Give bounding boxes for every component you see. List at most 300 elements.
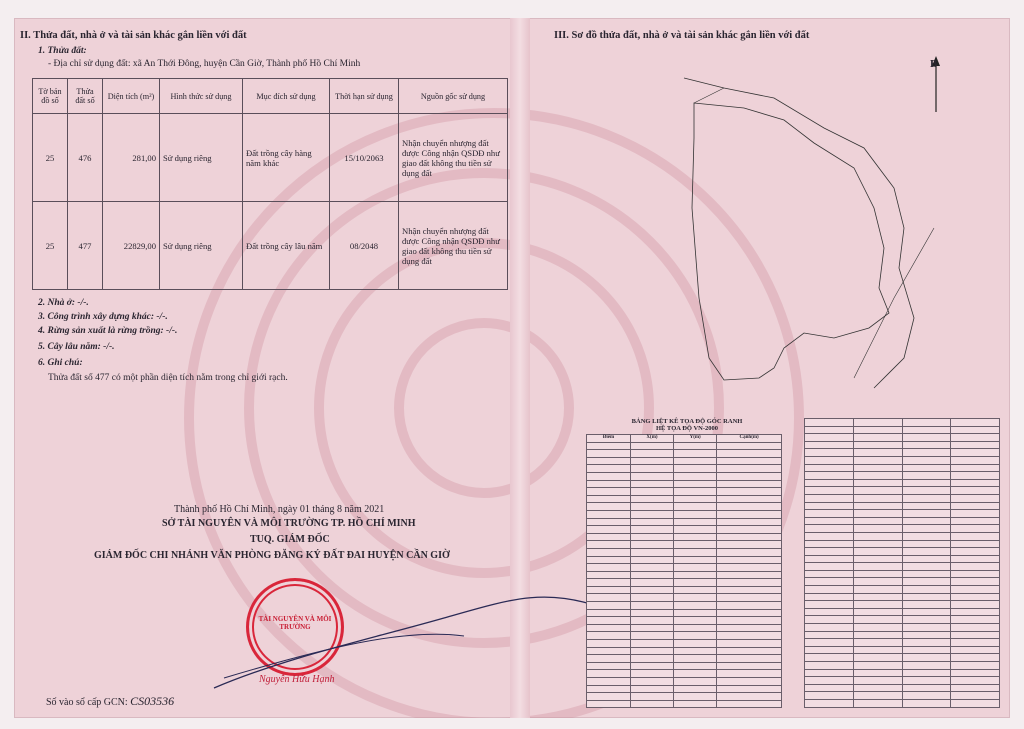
coord-cell bbox=[674, 518, 717, 526]
coord-cell bbox=[853, 548, 902, 556]
coord-cell bbox=[902, 434, 951, 442]
coord-cell bbox=[717, 488, 782, 496]
cell-area: 22829,00 bbox=[103, 202, 160, 290]
coord-title-text: BẢNG LIỆT KÊ TỌA ĐỘ GÓC RANH bbox=[631, 418, 743, 425]
cell-map-sheet: 25 bbox=[33, 114, 68, 202]
coord-cell bbox=[717, 503, 782, 511]
coord-cell bbox=[805, 570, 854, 578]
coord-cell bbox=[630, 647, 673, 655]
col-map-sheet: Tờ bản đồ số bbox=[33, 79, 68, 114]
coord-cell bbox=[674, 609, 717, 617]
coord-cell bbox=[587, 541, 631, 549]
coord-cell bbox=[630, 609, 673, 617]
parcel-map bbox=[664, 58, 954, 408]
coord-cell bbox=[805, 555, 854, 563]
coord-cell bbox=[674, 594, 717, 602]
table-row bbox=[33, 202, 508, 290]
perennial-line: 5. Cây lâu năm: -/-. bbox=[38, 342, 115, 352]
cell-area: 281,00 bbox=[103, 114, 160, 202]
section-ii-title: II. Thửa đất, nhà ở và tài sản khác gắn liền với đất bbox=[20, 30, 247, 41]
coord-row bbox=[587, 617, 782, 625]
coord-cell bbox=[805, 548, 854, 556]
coord-cell bbox=[853, 464, 902, 472]
construction-line: 3. Công trình xây dựng khác: -/-. bbox=[38, 312, 168, 322]
issue-date: Thành phố Hồ Chí Minh, ngày 01 tháng 8 năm 2021 bbox=[174, 504, 385, 515]
coord-cell bbox=[951, 684, 1000, 692]
coord-cell bbox=[587, 617, 631, 625]
coord-cell bbox=[717, 602, 782, 610]
coord-cell bbox=[902, 517, 951, 525]
coord-cell bbox=[805, 578, 854, 586]
coord-cell bbox=[674, 647, 717, 655]
coord-cell bbox=[717, 647, 782, 655]
coord-cell bbox=[630, 662, 673, 670]
coord-cell bbox=[630, 518, 673, 526]
coord-cell bbox=[587, 624, 631, 632]
coord-cell bbox=[853, 601, 902, 609]
coord-row bbox=[587, 579, 782, 587]
coord-cell bbox=[674, 624, 717, 632]
coord-row bbox=[587, 450, 782, 458]
coord-cell bbox=[853, 434, 902, 442]
coord-cell bbox=[587, 480, 631, 488]
coord-cell bbox=[717, 457, 782, 465]
gcn-line bbox=[46, 694, 174, 709]
coord-cell bbox=[853, 624, 902, 632]
coord-cell bbox=[853, 646, 902, 654]
coord-cell bbox=[902, 419, 951, 427]
coord-cell bbox=[674, 655, 717, 663]
coord-row bbox=[805, 677, 1000, 685]
coord-cell bbox=[853, 494, 902, 502]
coord-cell bbox=[951, 593, 1000, 601]
coord-cell bbox=[951, 426, 1000, 434]
coord-cell bbox=[951, 631, 1000, 639]
coord-cell bbox=[951, 540, 1000, 548]
coord-cell bbox=[805, 692, 854, 700]
coord-cell bbox=[951, 517, 1000, 525]
house-line: 2. Nhà ở: -/-. bbox=[38, 298, 89, 308]
coord-cell bbox=[674, 503, 717, 511]
note-text: Thửa đất số 477 có một phần diện tích nằm trong chỉ giới rạch. bbox=[48, 373, 288, 383]
coord-cell bbox=[951, 608, 1000, 616]
cell-origin: Nhận chuyển nhượng đất được Công nhận QSDĐ như giao đất không thu tiền sử dụng đất bbox=[399, 114, 508, 202]
address-value: xã An Thới Đông, huyện Cần Giờ, Thành phố Hồ Chí Minh bbox=[132, 59, 361, 69]
coord-cell bbox=[630, 700, 673, 708]
coord-cell bbox=[717, 510, 782, 518]
cell-usage-form: Sử dụng riêng bbox=[160, 202, 243, 290]
coord-row bbox=[587, 541, 782, 549]
coord-cell bbox=[853, 487, 902, 495]
coord-cell bbox=[951, 692, 1000, 700]
cell-parcel-no: 476 bbox=[68, 114, 103, 202]
coord-cell bbox=[587, 472, 631, 480]
coord-row bbox=[587, 647, 782, 655]
coord-cell bbox=[902, 464, 951, 472]
coord-cell bbox=[717, 548, 782, 556]
coord-cell bbox=[630, 510, 673, 518]
coord-cell bbox=[853, 662, 902, 670]
coord-cell bbox=[717, 632, 782, 640]
coord-cell bbox=[902, 472, 951, 480]
coord-cell bbox=[902, 510, 951, 518]
coord-row bbox=[805, 472, 1000, 480]
coord-row bbox=[805, 563, 1000, 571]
coord-row bbox=[587, 700, 782, 708]
coord-row bbox=[805, 434, 1000, 442]
coord-cell bbox=[674, 510, 717, 518]
coord-cell bbox=[630, 564, 673, 572]
coord-cell bbox=[853, 426, 902, 434]
coord-row bbox=[587, 685, 782, 693]
coord-row bbox=[587, 480, 782, 488]
parcel-table bbox=[32, 78, 508, 290]
coord-col-x: X(m) bbox=[630, 435, 673, 443]
coord-cell bbox=[674, 571, 717, 579]
coord-cell bbox=[805, 479, 854, 487]
coord-row bbox=[805, 548, 1000, 556]
coord-cell bbox=[853, 441, 902, 449]
coord-cell bbox=[951, 624, 1000, 632]
coord-cell bbox=[902, 525, 951, 533]
coord-cell bbox=[587, 510, 631, 518]
coord-cell bbox=[951, 456, 1000, 464]
coord-cell bbox=[674, 693, 717, 701]
coord-row bbox=[805, 464, 1000, 472]
coord-cell bbox=[630, 442, 673, 450]
coord-cell bbox=[674, 662, 717, 670]
coord-cell bbox=[853, 631, 902, 639]
coord-cell bbox=[902, 624, 951, 632]
coord-cell bbox=[674, 480, 717, 488]
coord-cell bbox=[902, 631, 951, 639]
coord-cell bbox=[902, 654, 951, 662]
coord-cell bbox=[717, 579, 782, 587]
coord-cell bbox=[587, 518, 631, 526]
coord-cell bbox=[630, 571, 673, 579]
address-label: - Địa chỉ sử dụng đất: bbox=[48, 59, 131, 69]
coord-cell bbox=[951, 502, 1000, 510]
coord-row bbox=[587, 510, 782, 518]
coord-cell bbox=[853, 586, 902, 594]
coord-cell bbox=[674, 602, 717, 610]
coord-cell bbox=[951, 563, 1000, 571]
coord-cell bbox=[717, 655, 782, 663]
coord-subtitle: HỆ TỌA ĐỘ VN-2000 bbox=[655, 425, 719, 432]
coord-cell bbox=[853, 669, 902, 677]
coord-row bbox=[587, 640, 782, 648]
coord-cell bbox=[717, 526, 782, 534]
coord-cell bbox=[951, 479, 1000, 487]
coord-cell bbox=[902, 646, 951, 654]
coord-cell bbox=[951, 510, 1000, 518]
coord-row bbox=[805, 608, 1000, 616]
coord-row bbox=[805, 494, 1000, 502]
coord-cell bbox=[674, 640, 717, 648]
coord-cell bbox=[805, 699, 854, 707]
coord-cell bbox=[853, 677, 902, 685]
coord-cell bbox=[853, 654, 902, 662]
coord-row bbox=[805, 601, 1000, 609]
coord-cell bbox=[951, 525, 1000, 533]
note-title: 6. Ghi chú: bbox=[38, 358, 83, 368]
coord-cell bbox=[587, 693, 631, 701]
coord-cell bbox=[674, 442, 717, 450]
coord-cell bbox=[853, 692, 902, 700]
gcn-number: CS03536 bbox=[130, 694, 175, 708]
signature-stroke bbox=[204, 578, 624, 698]
coord-row bbox=[587, 548, 782, 556]
coord-cell bbox=[674, 465, 717, 473]
coord-cell bbox=[805, 464, 854, 472]
coord-cell bbox=[951, 555, 1000, 563]
coord-cell bbox=[717, 442, 782, 450]
coord-row bbox=[805, 662, 1000, 670]
coord-cell bbox=[674, 700, 717, 708]
coord-cell bbox=[902, 449, 951, 457]
coord-cell bbox=[587, 548, 631, 556]
coord-cell bbox=[805, 662, 854, 670]
coord-row bbox=[587, 488, 782, 496]
signer-name: Nguyễn Hữu Hạnh bbox=[259, 674, 335, 685]
coord-row bbox=[805, 586, 1000, 594]
coord-cell bbox=[674, 632, 717, 640]
coord-row bbox=[805, 419, 1000, 427]
coord-cell bbox=[853, 517, 902, 525]
coord-cell bbox=[853, 684, 902, 692]
coord-cell bbox=[805, 586, 854, 594]
coord-row bbox=[805, 426, 1000, 434]
coord-row bbox=[587, 472, 782, 480]
coord-cell bbox=[587, 495, 631, 503]
coord-cell bbox=[805, 540, 854, 548]
coord-cell bbox=[805, 563, 854, 571]
coord-cell bbox=[630, 526, 673, 534]
issuer-org: SỞ TÀI NGUYÊN VÀ MÔI TRƯỜNG TP. HỒ CHÍ MINH bbox=[162, 518, 416, 529]
coord-cell bbox=[587, 571, 631, 579]
cell-purpose: Đất trồng cây lâu năm bbox=[243, 202, 330, 290]
coord-row bbox=[587, 602, 782, 610]
coord-cell bbox=[717, 518, 782, 526]
coord-cell bbox=[951, 616, 1000, 624]
coord-cell bbox=[902, 578, 951, 586]
coord-row bbox=[587, 564, 782, 572]
coord-col-y: Y(m) bbox=[674, 435, 717, 443]
coord-cell bbox=[951, 586, 1000, 594]
coord-cell bbox=[902, 563, 951, 571]
coord-cell bbox=[630, 632, 673, 640]
coord-cell bbox=[587, 632, 631, 640]
coord-cell bbox=[902, 502, 951, 510]
coord-cell bbox=[805, 593, 854, 601]
coord-cell bbox=[951, 601, 1000, 609]
coord-cell bbox=[951, 532, 1000, 540]
coord-cell bbox=[853, 479, 902, 487]
coord-cell bbox=[587, 442, 631, 450]
coord-cell bbox=[717, 617, 782, 625]
coord-cell bbox=[630, 465, 673, 473]
coord-cell bbox=[805, 434, 854, 442]
coord-cell bbox=[674, 586, 717, 594]
coord-cell bbox=[805, 487, 854, 495]
coord-cell bbox=[853, 555, 902, 563]
coord-row bbox=[587, 693, 782, 701]
coord-cell bbox=[805, 510, 854, 518]
coord-cell bbox=[853, 540, 902, 548]
coord-cell bbox=[853, 456, 902, 464]
coord-cell bbox=[717, 450, 782, 458]
coord-cell bbox=[717, 670, 782, 678]
coord-cell bbox=[630, 655, 673, 663]
coord-cell bbox=[630, 450, 673, 458]
coord-row bbox=[587, 586, 782, 594]
coord-cell bbox=[853, 502, 902, 510]
coord-cell bbox=[630, 586, 673, 594]
coord-row bbox=[587, 442, 782, 450]
coord-cell bbox=[951, 449, 1000, 457]
coord-cell bbox=[587, 488, 631, 496]
coord-col-edge: Cạnh(m) bbox=[717, 435, 782, 443]
coord-cell bbox=[805, 639, 854, 647]
coord-cell bbox=[674, 685, 717, 693]
coord-row bbox=[805, 570, 1000, 578]
coord-cell bbox=[630, 670, 673, 678]
coord-cell bbox=[902, 669, 951, 677]
coord-cell bbox=[853, 608, 902, 616]
coord-cell bbox=[587, 670, 631, 678]
coord-cell bbox=[902, 456, 951, 464]
section-iii-title: III. Sơ đồ thửa đất, nhà ở và tài sản khác gắn liền với đất bbox=[554, 30, 810, 41]
coord-row bbox=[587, 632, 782, 640]
coord-cell bbox=[853, 525, 902, 533]
seal-text: TÀI NGUYÊN VÀ MÔI TRƯỜNG bbox=[258, 615, 332, 631]
coord-cell bbox=[587, 602, 631, 610]
coord-cell bbox=[805, 419, 854, 427]
coord-cell bbox=[853, 699, 902, 707]
coord-row bbox=[805, 669, 1000, 677]
coord-cell bbox=[587, 579, 631, 587]
coord-row bbox=[805, 624, 1000, 632]
coord-cell bbox=[853, 593, 902, 601]
cell-map-sheet: 25 bbox=[33, 202, 68, 290]
coord-cell bbox=[674, 488, 717, 496]
issuer-title: GIÁM ĐỐC CHI NHÁNH VĂN PHÒNG ĐĂNG KÝ ĐẤT ĐAI HUYỆN CẦN GIỜ bbox=[94, 550, 450, 561]
coord-row bbox=[805, 525, 1000, 533]
coord-cell bbox=[674, 556, 717, 564]
coord-cell bbox=[853, 419, 902, 427]
coord-cell bbox=[805, 532, 854, 540]
coord-cell bbox=[717, 624, 782, 632]
coord-cell bbox=[674, 533, 717, 541]
coord-cell bbox=[587, 450, 631, 458]
address-line bbox=[48, 59, 360, 69]
coord-cell bbox=[630, 693, 673, 701]
coord-cell bbox=[902, 532, 951, 540]
coord-cell bbox=[674, 472, 717, 480]
coord-col-point: Điểm bbox=[587, 435, 631, 443]
coord-cell bbox=[674, 579, 717, 587]
coord-cell bbox=[951, 646, 1000, 654]
coord-cell bbox=[853, 532, 902, 540]
coord-cell bbox=[630, 640, 673, 648]
coord-cell bbox=[951, 570, 1000, 578]
coord-cell bbox=[902, 699, 951, 707]
coord-cell bbox=[902, 586, 951, 594]
coord-cell bbox=[951, 639, 1000, 647]
coord-cell bbox=[805, 601, 854, 609]
coord-cell bbox=[630, 556, 673, 564]
col-parcel-no: Thửa đất số bbox=[68, 79, 103, 114]
coord-row bbox=[805, 502, 1000, 510]
coord-cell bbox=[805, 494, 854, 502]
coord-row bbox=[805, 616, 1000, 624]
coord-cell bbox=[630, 480, 673, 488]
col-area: Diện tích (m²) bbox=[103, 79, 160, 114]
coord-cell bbox=[805, 616, 854, 624]
coord-cell bbox=[587, 564, 631, 572]
coord-cell bbox=[674, 457, 717, 465]
cell-term: 08/2048 bbox=[330, 202, 399, 290]
coord-cell bbox=[853, 510, 902, 518]
coord-cell bbox=[587, 662, 631, 670]
coord-row bbox=[587, 457, 782, 465]
coord-cell bbox=[587, 526, 631, 534]
coord-cell bbox=[674, 541, 717, 549]
cell-parcel-no: 477 bbox=[68, 202, 103, 290]
cell-term: 15/10/2063 bbox=[330, 114, 399, 202]
coord-cell bbox=[805, 449, 854, 457]
coord-cell bbox=[902, 494, 951, 502]
coord-cell bbox=[630, 457, 673, 465]
parcel-table-header bbox=[33, 79, 508, 114]
coord-cell bbox=[902, 426, 951, 434]
col-term: Thời hạn sử dụng bbox=[330, 79, 399, 114]
coord-row bbox=[805, 654, 1000, 662]
coord-cell bbox=[674, 678, 717, 686]
coord-row bbox=[805, 456, 1000, 464]
coord-cell bbox=[805, 631, 854, 639]
coord-table-title bbox=[592, 418, 782, 432]
coord-row bbox=[805, 510, 1000, 518]
certificate-sheet bbox=[14, 18, 1010, 718]
coord-cell bbox=[630, 488, 673, 496]
coord-cell bbox=[587, 503, 631, 511]
coord-cell bbox=[902, 479, 951, 487]
coord-row bbox=[805, 441, 1000, 449]
coord-cell bbox=[587, 655, 631, 663]
coord-cell bbox=[717, 472, 782, 480]
coord-row bbox=[805, 487, 1000, 495]
coord-row bbox=[587, 662, 782, 670]
coord-cell bbox=[717, 564, 782, 572]
cell-usage-form: Sử dụng riêng bbox=[160, 114, 243, 202]
coord-cell bbox=[902, 677, 951, 685]
coord-cell bbox=[717, 533, 782, 541]
coord-cell bbox=[902, 662, 951, 670]
coord-cell bbox=[674, 670, 717, 678]
coord-cell bbox=[951, 662, 1000, 670]
coord-cell bbox=[587, 640, 631, 648]
coord-cell bbox=[674, 495, 717, 503]
coord-cell bbox=[902, 692, 951, 700]
coord-row bbox=[805, 517, 1000, 525]
cell-origin: Nhận chuyển nhượng đất được Công nhận QSDĐ như giao đất không thu tiền sử dụng đất bbox=[399, 202, 508, 290]
coord-cell bbox=[951, 434, 1000, 442]
coord-row bbox=[805, 540, 1000, 548]
coord-cell bbox=[587, 685, 631, 693]
coord-cell bbox=[902, 487, 951, 495]
cell-purpose: Đất trồng cây hàng năm khác bbox=[243, 114, 330, 202]
